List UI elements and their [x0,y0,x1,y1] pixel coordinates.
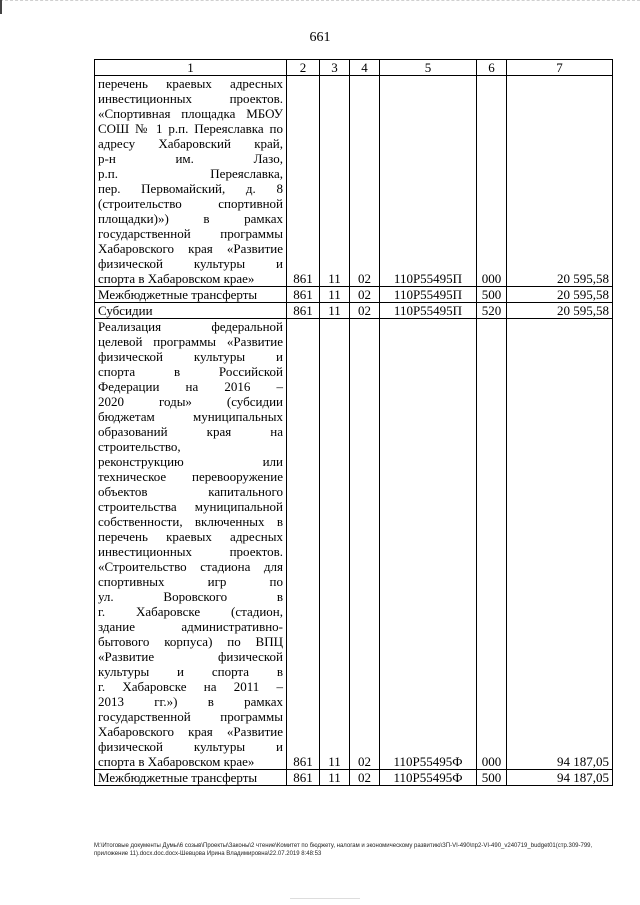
code-target-article: 110P55495П [380,303,477,319]
code-admin: 861 [287,770,320,786]
code-admin: 861 [287,303,320,319]
description-line: 2020 годы» (субсидии [98,394,283,409]
code-subsection: 02 [350,770,380,786]
code-target-article: 110P55495П [380,76,477,287]
description-line: ул. Воровского в [98,589,283,604]
page-number: 661 [309,30,331,45]
description-line: инвестиционных проектов. [98,544,283,559]
description-line: бытового корпуса) по ВПЦ [98,634,283,649]
document-path-footer: М:\Итоговые документы Думы\6 созыв\Проекты\Законы\2 чтение\Комитет по бюджету, налогам и экономическому развитию\ЗП-VI-490\пр2-VI-490_v240719_budget01(стр.309-799, приложение 11).docx.doc.docx-Шевцова Ирина Владимировна\22.07.2019 8:48:53 [94,843,593,857]
description-line: «Спортивная площадка МБОУ [98,106,283,121]
description-line: целевой программы «Развитие [98,334,283,349]
description-line: 2013 гг.») в рамках [98,694,283,709]
code-expense-type: 000 [477,76,507,287]
description-line: реконструкцию или [98,454,283,469]
description-line: образований края на [98,424,283,439]
description-line: объектов капитального [98,484,283,499]
code-target-article: 110P55495Ф [380,770,477,786]
description-line: г. Хабаровске на 2011 – [98,679,283,694]
code-target-article: 110P55495Ф [380,319,477,770]
description-line: г. Хабаровске (стадион, [98,604,283,619]
header-col-2: 2 [287,60,320,76]
description-line: государственной программы [98,709,283,724]
description-line: Межбюджетные трансферты [98,287,258,302]
row-description [95,770,287,786]
description-line: «Развитие физической [98,649,283,664]
description-line: р-н им. Лазо, [98,151,283,166]
code-subsection: 02 [350,76,380,287]
code-target-article: 110P55495П [380,287,477,303]
code-section: 11 [320,319,350,770]
row-description [95,287,287,303]
description-line: строительства муниципальной [98,499,283,514]
description-line: (строительство спортивной [98,196,283,211]
code-expense-type: 500 [477,287,507,303]
description-line: техническое перевооружение [98,469,283,484]
description-line: Реализация федеральной [98,319,283,334]
code-section: 11 [320,287,350,303]
code-expense-type: 000 [477,319,507,770]
description-line: бюджетам муниципальных [98,409,283,424]
description-line: культуры и спорта в [98,664,283,679]
description-line: перечень краевых адресных [98,76,283,91]
code-subsection: 02 [350,319,380,770]
description-line: здание административно- [98,619,283,634]
table-row [95,770,613,786]
description-line: Хабаровского края «Развитие [98,241,283,256]
table-row [95,76,613,287]
description-line: спорта в Российской [98,364,283,379]
amount: 94 187,05 [507,319,613,770]
row-description [95,303,287,319]
amount: 20 595,58 [507,76,613,287]
description-line: Хабаровского края «Развитие [98,724,283,739]
description-line: перечень краевых адресных [98,529,283,544]
code-subsection: 02 [350,287,380,303]
header-col-3: 3 [320,60,350,76]
header-col-7: 7 [507,60,613,76]
description-line: «Строительство стадиона для [98,559,283,574]
description-line: собственности, включенных в [98,514,283,529]
description-line: государственной программы [98,226,283,241]
description-line: строительство, [98,439,181,454]
description-line: спорта в Хабаровском крае» [98,271,255,286]
description-line: площадки)») в рамках [98,211,283,226]
description-line: пер. Первомайский, д. 8 [98,181,283,196]
row-description [95,76,287,287]
row-description [95,319,287,770]
description-line: спортивных игр по [98,574,283,589]
header-col-6: 6 [477,60,507,76]
header-col-5: 5 [380,60,477,76]
description-line: Межбюджетные трансферты [98,770,258,785]
description-line: р.п. Переяславка, [98,166,283,181]
code-admin: 861 [287,76,320,287]
description-line: адресу Хабаровский край, [98,136,283,151]
description-line: инвестиционных проектов. [98,91,283,106]
code-admin: 861 [287,287,320,303]
description-line: физической культуры и [98,349,283,364]
description-line: Субсидии [98,303,153,318]
amount: 94 187,05 [507,770,613,786]
description-line: спорта в Хабаровском крае» [98,754,255,769]
code-expense-type: 500 [477,770,507,786]
budget-table [94,59,613,786]
header-col-4: 4 [350,60,380,76]
code-section: 11 [320,770,350,786]
table-row [95,303,613,319]
bottom-scan-artifact [290,898,360,899]
description-line: Федерации на 2016 – [98,379,283,394]
table-row [95,319,613,770]
header-col-1: 1 [95,60,287,76]
description-line: физической культуры и [98,739,283,754]
code-section: 11 [320,303,350,319]
description-line: физической культуры и [98,256,283,271]
table-header-row [95,60,613,76]
scan-edge-mark [0,0,2,14]
code-subsection: 02 [350,303,380,319]
amount: 20 595,58 [507,287,613,303]
code-expense-type: 520 [477,303,507,319]
description-line: СОШ № 1 р.п. Переяславка по [98,121,283,136]
amount: 20 595,58 [507,303,613,319]
table-row [95,287,613,303]
top-scan-border [0,0,640,7]
code-section: 11 [320,76,350,287]
code-admin: 861 [287,319,320,770]
